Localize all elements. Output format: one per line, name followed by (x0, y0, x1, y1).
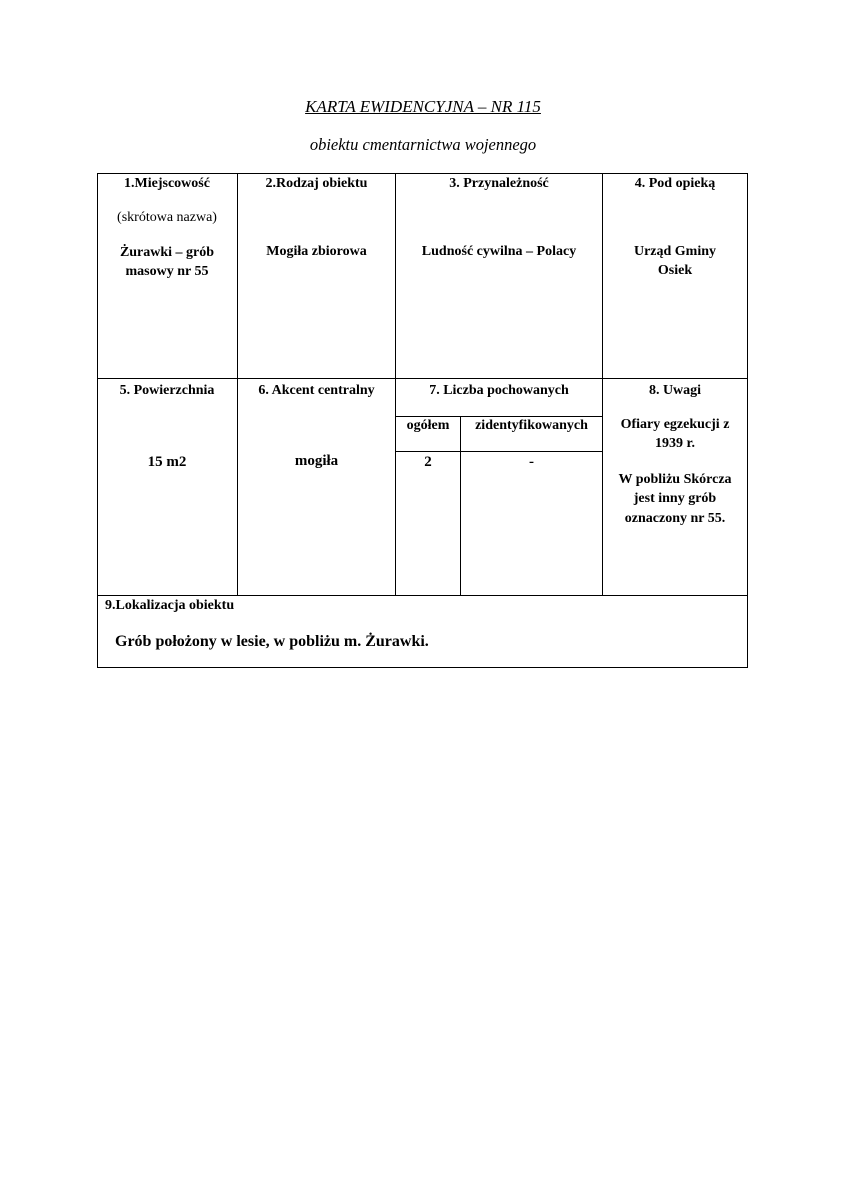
field-4-value-line1: Urząd Gminy (633, 244, 717, 259)
table-border-right (747, 173, 748, 668)
field-7-label: 7. Liczba pochowanych (429, 383, 569, 398)
field-7-subheader-identified: zidentyfikowanych (475, 418, 588, 433)
field-5-label: 5. Powierzchnia (119, 383, 215, 398)
field-8-label: 8. Uwagi (648, 383, 702, 398)
field-6-value: mogiła (294, 453, 339, 469)
field-4-value-line2: Osiek (657, 263, 693, 278)
field-8-line5: oznaczony nr 55. (624, 511, 726, 526)
field-8-line4: jest inny grób (633, 491, 717, 506)
field-9-value: Grób położony w lesie, w pobliżu m. Żurawki. (115, 633, 429, 650)
field-8-line1: Ofiary egzekucji z (620, 417, 730, 432)
field-1-value-line2: masowy nr 55 (125, 264, 209, 279)
field-6-label: 6. Akcent centralny (258, 383, 375, 398)
row-divider-1 (97, 378, 748, 379)
field-8-line2: 1939 r. (655, 436, 695, 451)
table-border-bottom (97, 667, 748, 668)
field-4-label: 4. Pod opieką (634, 176, 716, 191)
field-2-value: Mogiła zbiorowa (266, 244, 367, 259)
field-3-value: Ludność cywilna – Polacy (421, 244, 577, 259)
field-1-value-line1: Żurawki – grób (119, 245, 215, 260)
record-card-table (97, 173, 748, 668)
field-7-total-value: 2 (424, 454, 432, 470)
field-1-label: 1.Miejscowość (124, 176, 210, 191)
field-5-value: 15 m2 (147, 454, 187, 470)
field-7-subheader-total: ogółem (406, 418, 450, 433)
field-9-label: 9.Lokalizacja obiektu (105, 598, 235, 613)
field-1-note: (skrótowa nazwa) (117, 210, 217, 225)
document-subtitle: obiektu cmentarnictwa wojennego (309, 135, 537, 154)
field-3-label: 3. Przynależność (449, 176, 549, 191)
document-title: KARTA EWIDENCYJNA – NR 115 (305, 97, 541, 116)
subcol-divider (460, 416, 461, 596)
field-8-line3: W pobliżu Skórcza (618, 472, 732, 487)
field-2-label: 2.Rodzaj obiektu (265, 176, 368, 191)
field-7-identified-value: - (529, 454, 534, 470)
